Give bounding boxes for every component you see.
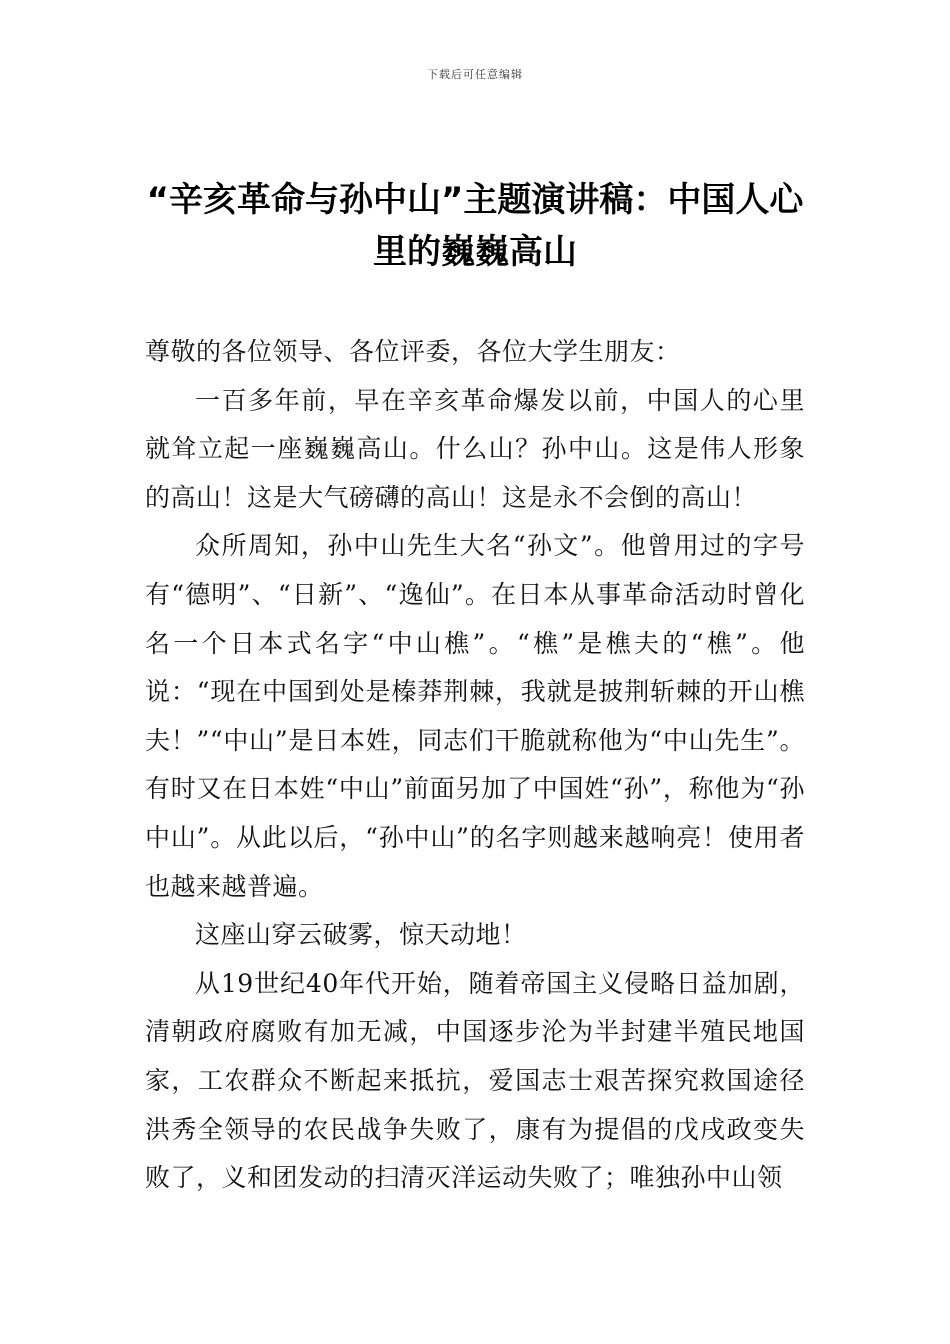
salutation-paragraph: 尊敬的各位领导、各位评委，各位大学生朋友： bbox=[145, 337, 681, 366]
body-paragraph: 一百多年前，早在辛亥革命爆发以前，中国人的心里就耸立起一座巍巍高山。什么山？孙中山。这是伟人形象的高山！这是大气磅礴的高山！这是永不会倒的高山！ bbox=[145, 385, 805, 512]
document-title: “辛亥革命与孙中山”主题演讲稿：中国人心里的巍巍高山 bbox=[146, 180, 804, 272]
body-paragraph: 众所周知，孙中山先生大名“孙文”。他曾用过的字号有“德明”、“日新”、“逸仙”。在日本从事革命活动时曾化名一个日本式名字“中山樵”。“樵”是樵夫的“樵”。他说：“现在中国到处是榛莽荆棘，我就是披荆斩棘的开山樵夫！”“中山”是日本姓，同志们干脆就称他为“中山先生”。有时又在日本姓“中山”前面另加了中国姓“孙”，称他为“孙中山”。从此以后，“孙中山”的名字则越来越响亮！使用者也越来越普遍。 bbox=[145, 531, 805, 901]
body-paragraph: 这座山穿云破雾，惊天动地！ bbox=[195, 920, 527, 950]
header-note: 下载后可任意编辑 bbox=[427, 68, 523, 81]
document-body bbox=[145, 328, 805, 1203]
body-paragraph: 从19世纪40年代开始，随着帝国主义侵略日益加剧，清朝政府腐败有加无减，中国逐步沦为半封建半殖民地国家，工农群众不断起来抵抗，爱国志士艰苦探究救国途径洪秀全领导的农民战争失败了，康有为提倡的戊戌政变失败了，义和团发动的扫清灭洋运动失败了；唯独孙中山领 bbox=[145, 968, 805, 1193]
